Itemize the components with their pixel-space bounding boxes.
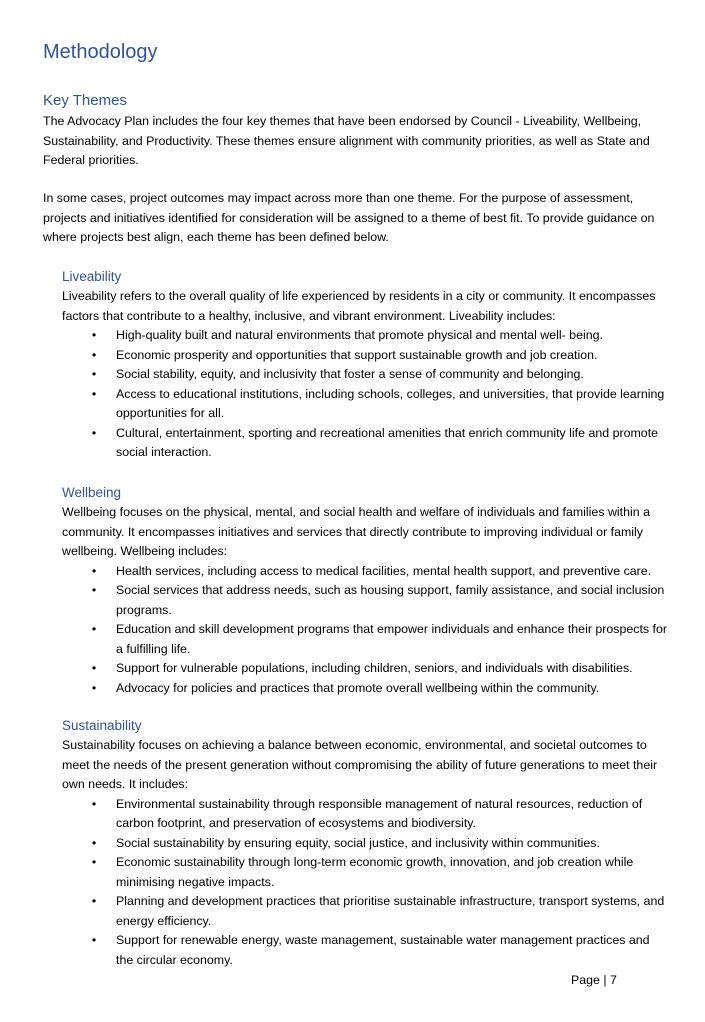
list-item: [62, 892, 667, 931]
list-item: [62, 424, 667, 463]
list-item: [62, 326, 667, 346]
list-item-text: Advocacy for policies and practices that promote overall wellbeing within the community.: [116, 680, 600, 695]
sustainability-heading: Sustainability: [62, 718, 142, 733]
bullet-icon: •: [91, 835, 97, 850]
bullet-icon: •: [91, 796, 97, 811]
liveability-list: [62, 326, 667, 463]
bullet-icon: •: [91, 894, 97, 908]
bullet-icon: •: [91, 855, 97, 869]
list-item: [62, 620, 667, 659]
sustainability-list: [62, 795, 667, 971]
list-item: [62, 562, 667, 582]
bullet-icon: •: [91, 328, 97, 342]
bullet-icon: •: [91, 347, 97, 362]
wellbeing-heading: Wellbeing: [62, 485, 122, 500]
bullet-icon: •: [91, 583, 97, 597]
list-item: [62, 365, 667, 385]
list-item-text: Support for vulnerable populations, including children, seniors, and individuals with disabilities.: [116, 661, 633, 675]
bullet-icon: •: [91, 386, 97, 401]
list-item-text: Environmental sustainability through responsible management of natural resources, reduction of carbon footprint, and preservation of ecosystems and biodiversity.: [116, 796, 643, 830]
bullet-icon: •: [91, 563, 97, 578]
bullet-icon: •: [91, 367, 97, 381]
list-item: [62, 853, 667, 892]
sustainability-section: [62, 716, 667, 970]
bullet-icon: •: [91, 622, 97, 636]
list-item-text: Support for renewable energy, waste management, sustainable water management practices and the circular economy.: [116, 933, 650, 967]
list-item-text: Economic prosperity and opportunities that support sustainable growth and job creation.: [116, 347, 598, 362]
list-item-text: Social services that address needs, such as housing support, family assistance, and social inclusion programs.: [116, 583, 665, 617]
list-item: [62, 795, 667, 834]
page-title: Methodology: [43, 41, 158, 63]
list-item-text: High-quality built and natural environments that promote physical and mental well- being.: [116, 328, 603, 342]
liveability-heading: Liveability: [62, 269, 122, 284]
liveability-section: [62, 267, 667, 463]
list-item-text: Planning and development practices that prioritise sustainable infrastructure, transport systems, and energy efficiency.: [116, 894, 665, 928]
list-item-text: Social stability, equity, and inclusivity that foster a sense of community and belonging.: [116, 367, 584, 381]
list-item: [62, 931, 667, 970]
list-item: [62, 834, 667, 854]
bullet-icon: •: [91, 680, 97, 695]
list-item: [62, 346, 667, 366]
sustainability-intro: Sustainability focuses on achieving a balance between economic, environmental, and societal outcomes to meet the needs of the present generation without compromising the ability of future generations to meet their own needs. It includes:: [62, 738, 658, 791]
key-themes-paragraph-2: In some cases, project outcomes may impact across more than one theme. For the purpose of assessment, projects and initiatives identified for consideration will be assigned to a theme of best fit. To provide guidance on where projects best align, each theme has been defined below.: [43, 191, 655, 244]
page-number: Page | 7: [571, 973, 617, 987]
key-themes-paragraph-1: The Advocacy Plan includes the four key themes that have been endorsed by Council - Liveability, Wellbeing, Sustainability, and Productivity. These themes ensure alignment with community priorities, as well as State and Federal priorities.: [43, 114, 650, 167]
list-item-text: Education and skill development programs that empower individuals and enhance their prospects for a fulfilling life.: [116, 622, 668, 656]
wellbeing-list: [62, 562, 667, 699]
key-themes-heading: Key Themes: [43, 92, 127, 109]
list-item-text: Health services, including access to medical facilities, mental health support, and preventive care.: [116, 563, 652, 578]
bullet-icon: •: [91, 933, 97, 947]
list-item-text: Economic sustainability through long-term economic growth, innovation, and job creation while minimising negative impacts.: [116, 855, 634, 889]
list-item: [62, 659, 667, 679]
list-item: [62, 385, 667, 424]
list-item-text: Cultural, entertainment, sporting and recreational amenities that enrich community life and promote social interaction.: [116, 425, 659, 459]
liveability-intro: Liveability refers to the overall quality of life experienced by residents in a city or community. It encompasses factors that contribute to a healthy, inclusive, and vibrant environment. Liveability includes:: [62, 289, 656, 323]
bullet-icon: •: [91, 661, 97, 675]
list-item: [62, 581, 667, 620]
list-item-text: Access to educational institutions, including schools, colleges, and universities, that provide learning opportunities for all.: [116, 386, 665, 420]
list-item-text: Social sustainability by ensuring equity, social justice, and inclusivity within communities.: [116, 835, 600, 850]
bullet-icon: •: [91, 425, 97, 440]
wellbeing-section: [62, 483, 667, 698]
wellbeing-intro: Wellbeing focuses on the physical, mental, and social health and welfare of individuals and families within a community. It encompasses initiatives and services that directly contribute to improving individual or family wellbeing. Wellbeing includes:: [62, 505, 650, 558]
list-item: [62, 679, 667, 699]
